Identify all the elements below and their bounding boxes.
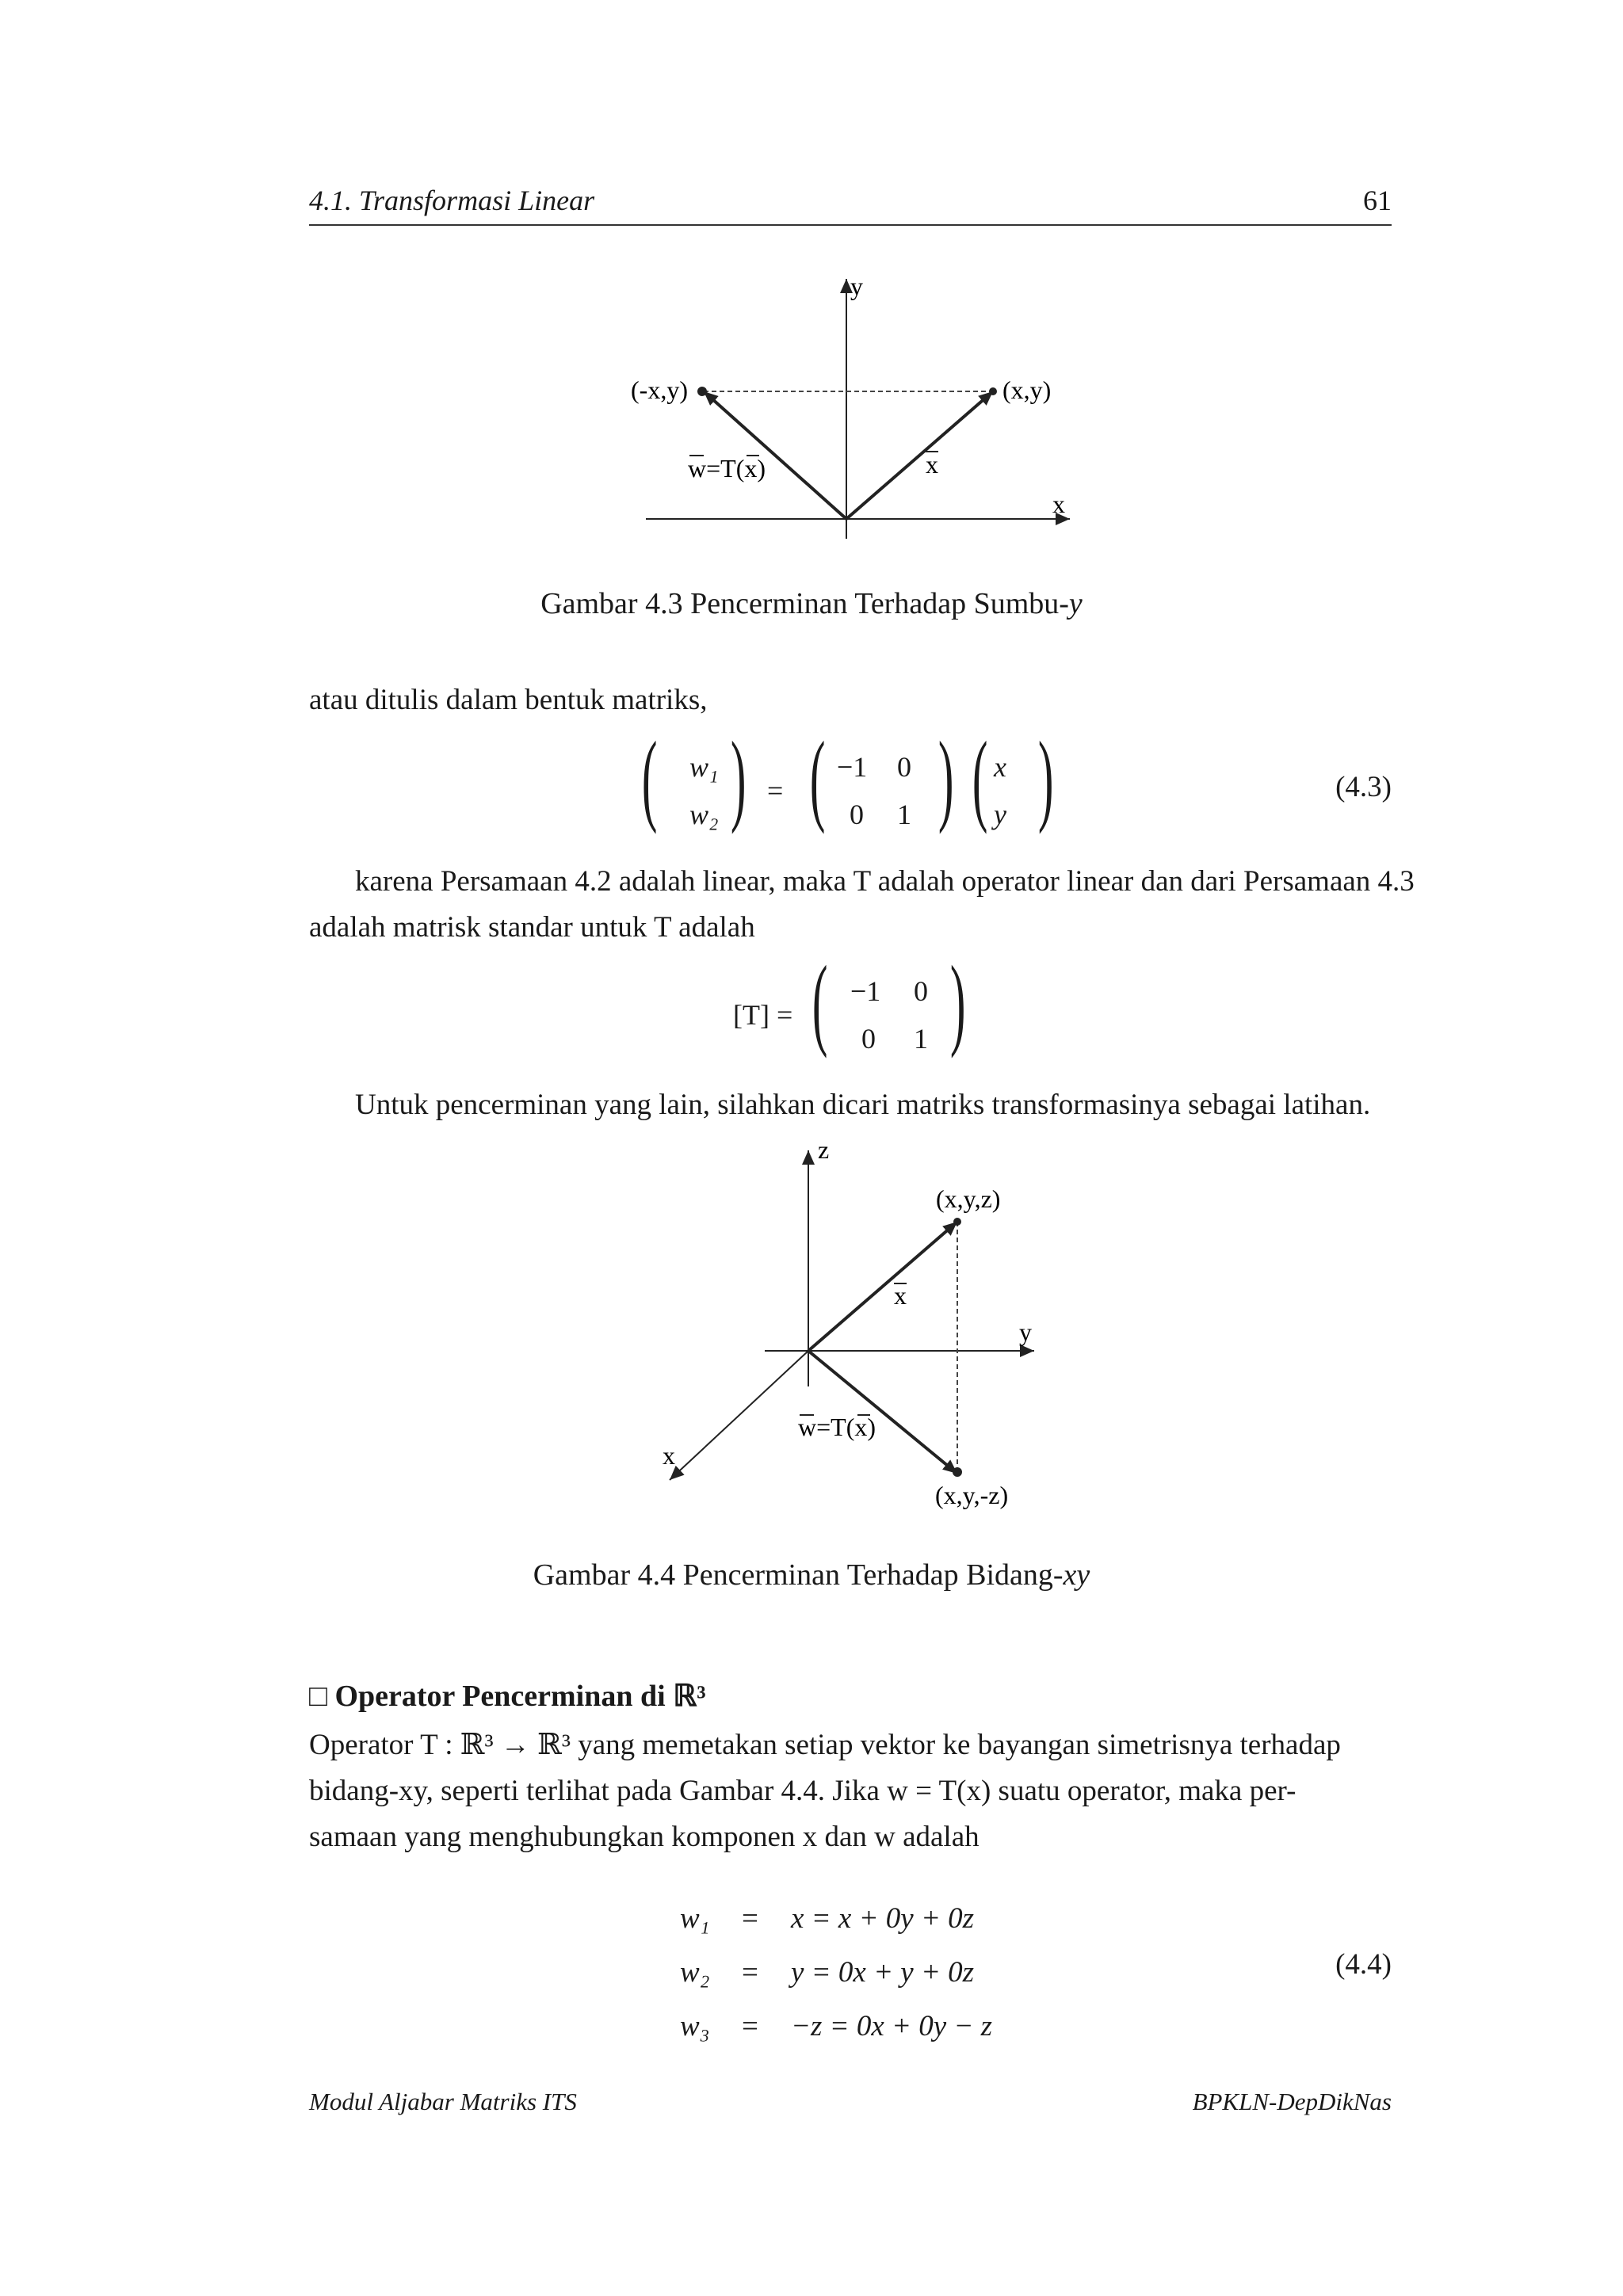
eq-m21: 0 (850, 799, 864, 830)
eq-m11: −1 (837, 751, 868, 783)
vector-x-label: x (894, 1281, 907, 1310)
eq-y: y (994, 799, 1006, 830)
point-bottom-label: (x,y,-z) (935, 1481, 1009, 1509)
caption-text: Gambar 4.3 Pencerminan Terhadap Sumbu- (540, 587, 1069, 620)
equation-4-3 (641, 721, 1086, 844)
paragraph-1-line-2: adalah matrisk standar untuk T adalah (309, 911, 755, 944)
eq44-lhs: w₁ (680, 1902, 710, 1935)
figure-4-3-caption (0, 586, 1623, 621)
paren: ) (938, 721, 954, 835)
point-bottom-dot (953, 1467, 962, 1477)
eq44-eq: = (742, 1956, 758, 1989)
paren: ) (730, 721, 747, 835)
vector-w-label: w=T(x) (798, 1413, 876, 1441)
equation-4-4-number: (4.4) (1335, 1948, 1392, 1981)
eq-x: x (994, 751, 1006, 783)
point-top-label: (x,y,z) (936, 1184, 1001, 1213)
eq44-row (680, 2000, 1155, 2054)
eq44-eq: = (742, 2010, 758, 2042)
eq-w2: w₂ (689, 799, 719, 830)
footer-right: BPKLN-DepDikNas (1192, 2088, 1392, 2115)
paren: ( (809, 721, 826, 835)
eq44-rhs: −z = 0x + 0y − z (791, 2010, 993, 2042)
page-number: 61 (1363, 185, 1392, 216)
section-line-1: Operator T : ℝ³ → ℝ³ yang memetakan setiap vektor ke bayangan simetrisnya terhadap (309, 1729, 1341, 1761)
figure-4-3 (0, 0, 1623, 602)
eq-equals: = (767, 775, 784, 807)
vector-x-label: x (926, 450, 938, 479)
caption-text: Gambar 4.4 Pencerminan Terhadap Bidang- (533, 1558, 1064, 1592)
point-left-dot (697, 387, 707, 396)
paragraph-1-line-1: karena Persamaan 4.2 adalah linear, maka T adalah operator linear dan dari Persamaan 4.3 (355, 865, 1415, 898)
matrix-t-label: [T] = (733, 999, 793, 1031)
eq-w1: w₁ (689, 751, 719, 783)
t-m21: 0 (861, 1023, 876, 1055)
paragraph-2: Untuk pencerminan yang lain, silahkan dicari matriks transformasinya sebagai latihan. (355, 1089, 1371, 1121)
eq44-row (680, 1946, 1155, 2000)
eq44-rhs: x = x + 0y + 0z (791, 1902, 975, 1935)
x-axis-label: x (1052, 490, 1065, 518)
footer-left: Modul Aljabar Matriks ITS (309, 2088, 577, 2115)
paren: ( (972, 721, 988, 835)
section-line-3: samaan yang menghubungkan komponen x dan w adalah (309, 1821, 980, 1853)
paren: ) (949, 945, 966, 1059)
eq44-eq: = (742, 1902, 758, 1935)
caption-var: y (1068, 587, 1083, 620)
section-heading: □ Operator Pencerminan di ℝ³ (309, 1680, 706, 1713)
point-top-dot (953, 1218, 961, 1226)
equation-4-4 (680, 1892, 1155, 2050)
eq44-rhs: y = 0x + y + 0z (791, 1956, 975, 1989)
t-m11: −1 (850, 975, 881, 1007)
x-axis-label: x (663, 1441, 675, 1470)
caption-var: xy (1063, 1558, 1090, 1592)
eq-m12: 0 (897, 751, 911, 783)
vector-w-label: w=T(x) (688, 454, 766, 482)
y-axis-label: y (850, 272, 863, 300)
eq44-lhs: w₂ (680, 1956, 710, 1989)
matrix-t (733, 945, 971, 1068)
z-axis-label: z (818, 1135, 830, 1164)
paren: ( (812, 945, 828, 1059)
vector-x (846, 391, 993, 519)
point-right-label: (x,y) (1002, 376, 1052, 404)
eq44-row (680, 1892, 1155, 1946)
x-axis (670, 1351, 808, 1480)
y-axis-label: y (1019, 1318, 1032, 1346)
eq44-lhs: w₃ (680, 2010, 710, 2042)
point-left-label: (-x,y) (631, 376, 688, 404)
paren: ) (1037, 721, 1054, 835)
figure-4-4 (0, 1125, 1623, 1537)
vector-x (808, 1222, 957, 1351)
t-m12: 0 (914, 975, 928, 1007)
intro-text: atau ditulis dalam bentuk matriks, (309, 684, 708, 716)
eq-m22: 1 (897, 799, 911, 830)
figure-4-4-caption (0, 1558, 1623, 1592)
section-line-2: bidang-xy, seperti terlihat pada Gambar 4.4. Jika w = T(x) suatu operator, maka per- (309, 1775, 1296, 1807)
point-right-dot (989, 387, 997, 395)
running-header-title: 4.1. Transformasi Linear (309, 185, 595, 216)
equation-4-3-number: (4.3) (1335, 771, 1392, 803)
t-m22: 1 (914, 1023, 928, 1055)
paren: ( (641, 721, 658, 835)
